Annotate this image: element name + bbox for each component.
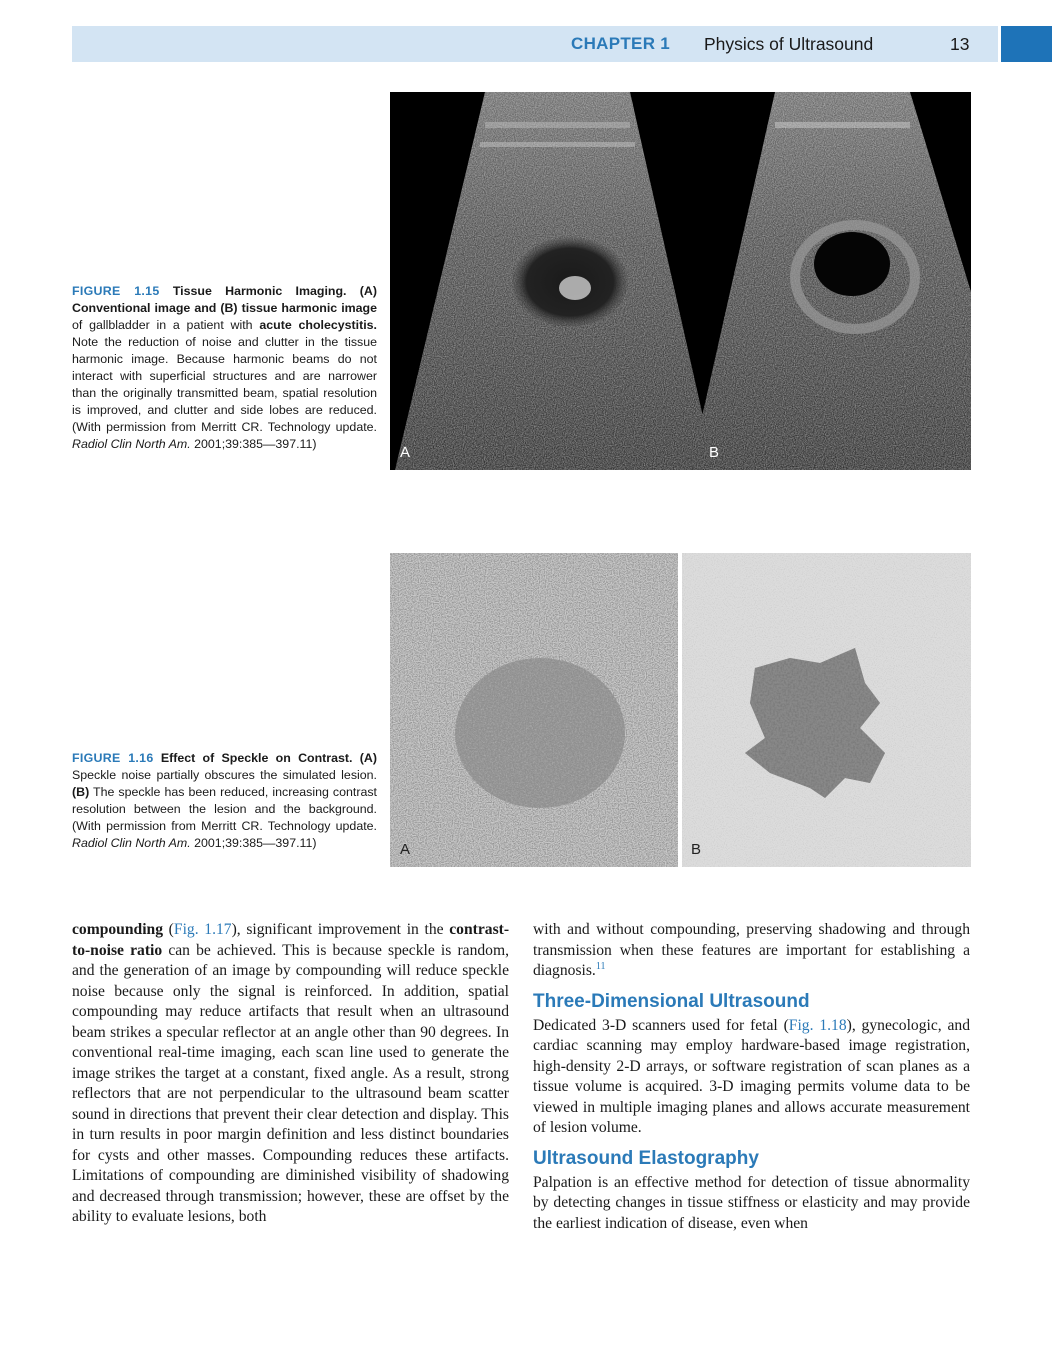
text: can be achieved. This is because speckle is random, and the generation of an image by compounding will reduce speckle noise because only the signal is reinforced. In addition, spatial compounding may reduce artifacts that result when an ultrasound beam strikes a specular reflector at an angle other than 90 degrees. In conventional real-time imaging, each scan line used to generate the image strikes the target at a constant, fixed angle. As a result, strong reflectors that are not perpendicular to the ultrasound beam scatter sound in directions that prevent their clear detection and display. This in turn results in poor margin definition and less distinct boundaries for cysts and other masses. Compounding reduces these artifacts. Limitations of compounding are diminished visibility of shadowing and decreased through transmission; however, these are offset by the ability to evaluate lesions, both xyxy=(72,941,509,1225)
paragraph: Palpation is an effective method for detection of tissue abnormality by detecting changes in tissue stiffness or elasticity and may provide the earliest indication of disease, even when xyxy=(533,1173,970,1232)
figure-reference-link[interactable]: Fig. 1.17 xyxy=(173,921,232,938)
ultrasound-panel-b xyxy=(690,92,971,470)
ultrasound-panel-a xyxy=(395,92,715,470)
citation: 2001;39:385—397.11) xyxy=(194,836,317,850)
figure-label: FIGURE 1.15 xyxy=(72,284,160,298)
reference-superscript[interactable]: 11 xyxy=(595,960,606,972)
figure-1-16-image xyxy=(390,553,971,867)
panel-label-b: B xyxy=(709,444,720,461)
chapter-label: CHAPTER 1 xyxy=(571,34,671,53)
left-text-column xyxy=(72,920,509,1228)
caption-text: Note the reduction of noise and clutter in the tissue harmonic image. Because harmonic beams do not interact with superficial structures and are narrower than the originally transmitted beam, spatial resolution is improved, and clutter and side lobes are reduced. (With permission from Merritt CR. Technology update. xyxy=(72,335,377,434)
caption-text: Speckle noise partially obscures the simulated lesion. xyxy=(72,768,377,782)
figure-reference-link[interactable]: Fig. 1.18 xyxy=(788,1016,847,1034)
paragraph xyxy=(533,920,970,982)
caption-bold: (A) xyxy=(359,751,377,765)
speckle-panel-a xyxy=(390,553,678,867)
caption-bold: (A) Conventional image and (B) tissue harmonic image xyxy=(72,284,377,315)
text: Dedicated 3-D scanners used for fetal ( xyxy=(533,1016,789,1034)
key-term: compounding xyxy=(72,921,163,938)
speckle-panel-b xyxy=(682,553,971,867)
figure-title: Tissue Harmonic Imaging. xyxy=(172,284,347,298)
caption-bold: (B) xyxy=(72,785,90,799)
caption-text: of gallbladder in a patient with xyxy=(72,318,253,332)
text: ( xyxy=(163,921,174,938)
figure-title: Effect of Speckle on Contrast. xyxy=(160,751,353,765)
paragraph xyxy=(533,1016,970,1139)
right-text-column xyxy=(533,920,970,1234)
citation: 2001;39:385—397.11) xyxy=(194,437,317,451)
figure-1-16-caption xyxy=(72,750,377,852)
section-heading-3d: Three-Dimensional Ultrasound xyxy=(533,990,810,1012)
panel-label-a: A xyxy=(400,444,411,461)
paragraph xyxy=(72,920,509,1228)
panel-label-a: A xyxy=(400,841,411,858)
header-tab xyxy=(1001,26,1052,62)
chapter-title: Physics of Ultrasound xyxy=(704,34,874,54)
speckle-images xyxy=(390,553,971,867)
caption-text: The speckle has been reduced, increasing contrast resolution between the lesion and the background. (With permission from Merritt CR. Technology update. xyxy=(72,785,377,833)
text: ), gynecologic, and cardiac scanning may employ hardware-based image registration, high-density 2-D arrays, or software registration of scan planes as a tissue volume is acquired. 3-D imaging permits volume data to be viewed in multiple imaging planes and allows accurate measurement of lesion volume. xyxy=(533,1016,971,1136)
text: with and without compounding, preserving shadowing and through transmission when these features are important for establishing a diagnosis. xyxy=(533,921,970,979)
journal-name: Radiol Clin North Am. xyxy=(72,836,191,850)
figure-label: FIGURE 1.16 xyxy=(72,751,154,765)
figure-1-15-image xyxy=(390,92,971,470)
page-number: 13 xyxy=(950,34,970,54)
ultrasound-images xyxy=(390,92,971,470)
panel-label-b: B xyxy=(691,841,702,858)
key-term: contrast-to-noise ratio xyxy=(72,921,510,959)
caption-bold: acute cholecystitis. xyxy=(259,318,377,332)
figure-1-15-caption xyxy=(72,283,377,453)
journal-name: Radiol Clin North Am. xyxy=(72,437,191,451)
text: ), significant improvement in the xyxy=(231,921,450,938)
section-heading-elastography: Ultrasound Elastography xyxy=(533,1147,759,1169)
